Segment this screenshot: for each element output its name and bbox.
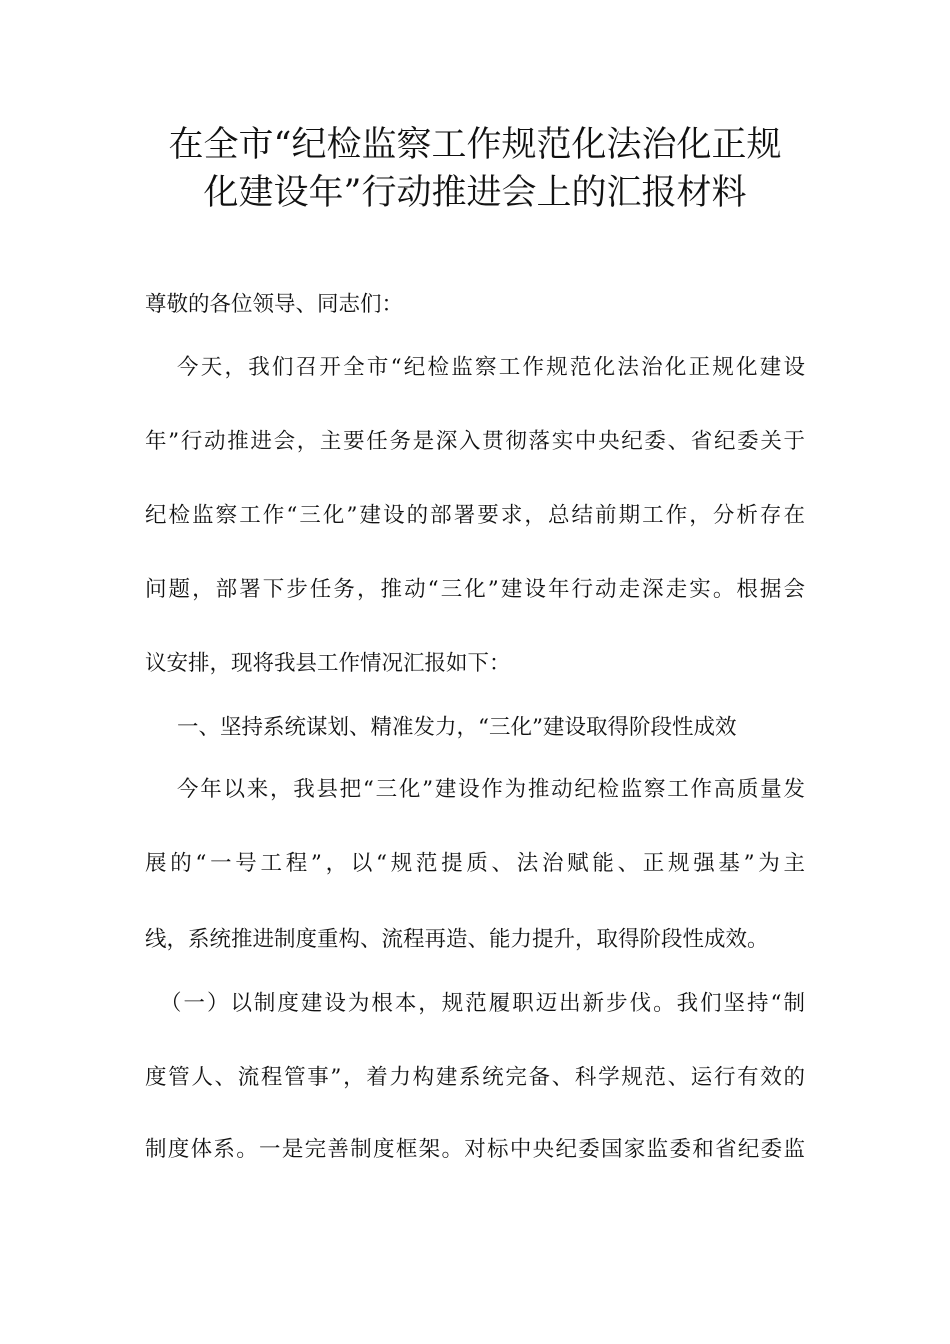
- greeting: 尊敬的各位领导、同志们：: [145, 292, 404, 317]
- text-line: 度管人、流程管事”，着力构建系统完备、科学规范、运行有效的: [145, 1065, 805, 1090]
- text-line: （一）以制度建设为根本，规范履职迈出新步伐。我们坚持“制: [160, 991, 805, 1016]
- text-line: 制度体系。一是完善制度框架。对标中央纪委国家监委和省纪委监: [145, 1137, 805, 1162]
- text-line: 年”行动推进会，主要任务是深入贯彻落实中央纪委、省纪委关于: [145, 429, 805, 454]
- text-line: 今年以来，我县把“三化”建设作为推动纪检监察工作高质量发: [177, 777, 805, 802]
- title-line-1: 在全市“纪检监察工作规范化法治化正规: [168, 125, 782, 165]
- text-line: 议安排，现将我县工作情况汇报如下：: [145, 651, 511, 676]
- text-line: 展的“一号工程”，以“规范提质、法治赋能、正规强基”为主: [145, 851, 805, 876]
- text-line: 纪检监察工作“三化”建设的部署要求，总结前期工作，分析存在: [145, 503, 805, 528]
- text-line: 今天，我们召开全市“纪检监察工作规范化法治化正规化建设: [177, 355, 805, 380]
- text-line: 问题，部署下步任务，推动“三化”建设年行动走深走实。根据会: [145, 577, 805, 602]
- text-line: 线，系统推进制度重构、流程再造、能力提升，取得阶段性成效。: [145, 927, 769, 952]
- section-heading: 一、坚持系统谋划、精准发力，“三化”建设取得阶段性成效: [177, 715, 737, 740]
- title-line-2: 化建设年”行动推进会上的汇报材料: [203, 173, 747, 213]
